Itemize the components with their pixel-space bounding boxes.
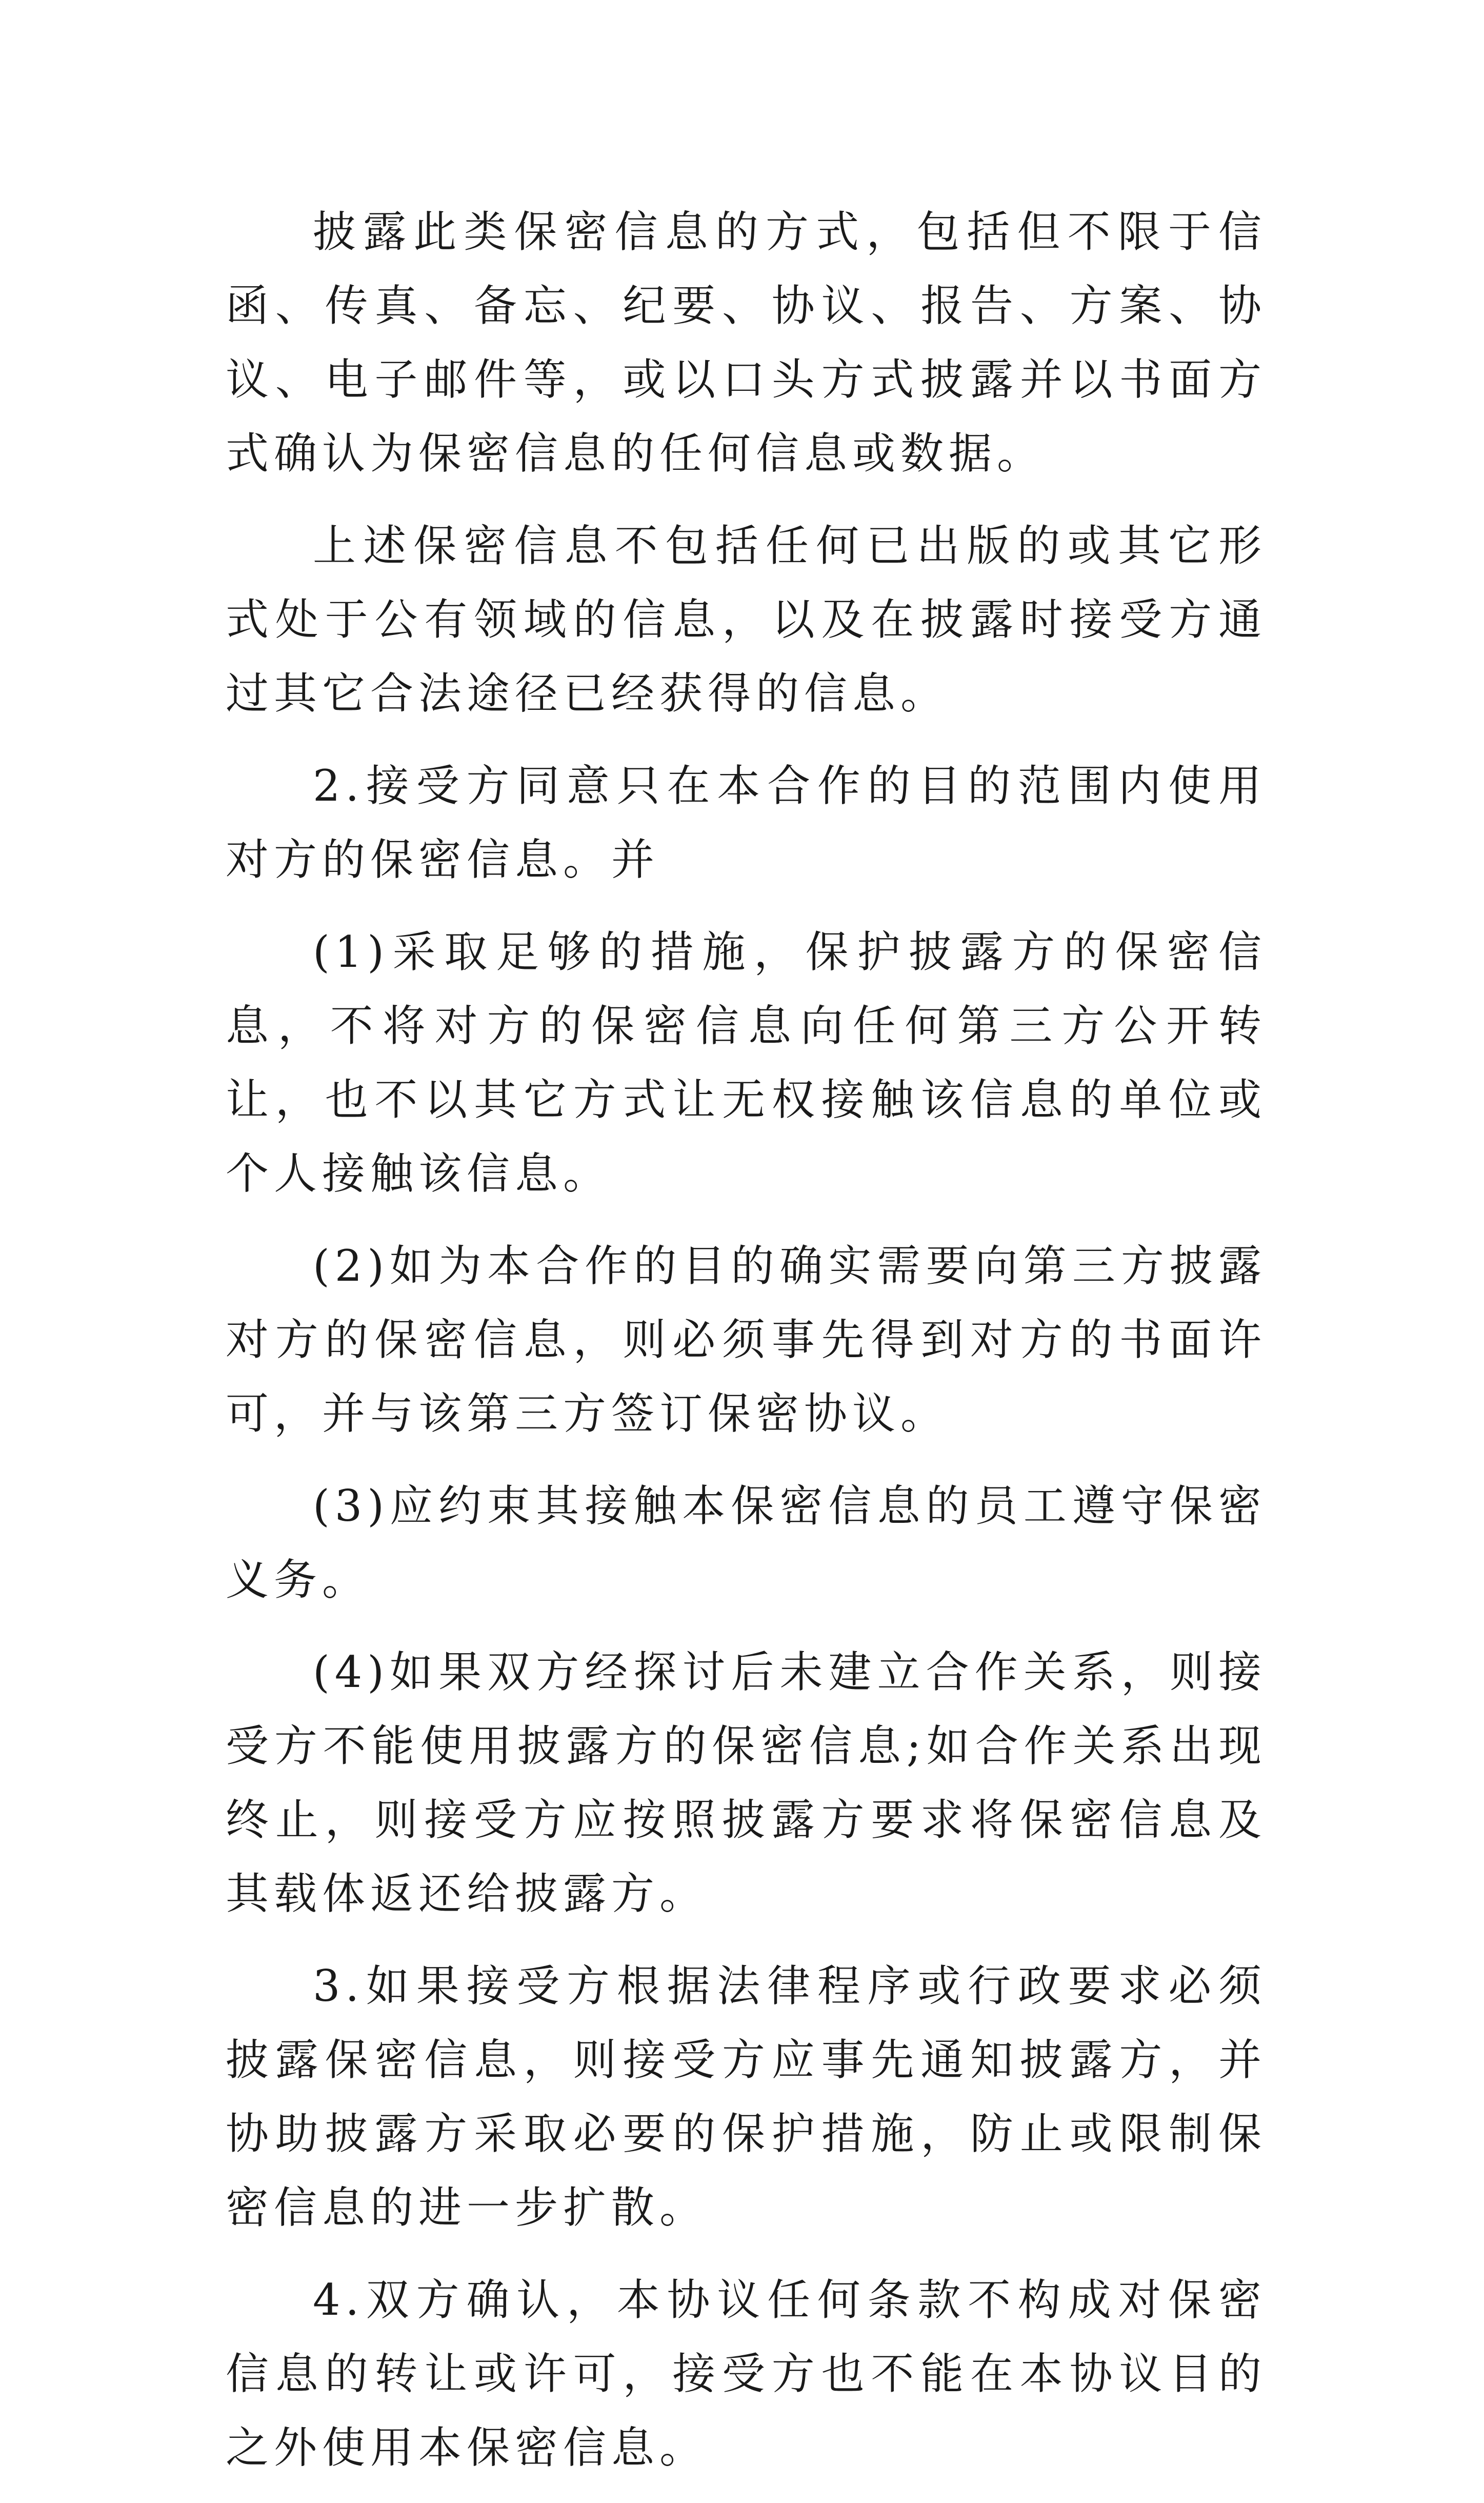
paragraph-clause-2-item-4: (4)如果双方经探讨后未建立合作关系，则接受方不能使用披露方的保密信息;如合作关系出现终止，则接受方应按照披露方要求将保密信息及其载体返还给披露方。: [226, 1647, 1267, 1919]
paragraph-clause-4: 4.双方确认，本协议任何条款不构成对保密信息的转让或许可，接受方也不能在本协议目的之外使用本保密信息。: [226, 2275, 1267, 2473]
paragraph-clause-2: 2.接受方同意只在本合作的目的范围内使用对方的保密信息。并: [226, 761, 1267, 885]
paragraph-disclosure-methods: 披露此类保密信息的方式，包括但不限于信函、传真、备忘、纪要、协议、报告、方案、协议、电子邮件等，或以口头方式披露并以书面方式确认为保密信息的任何信息或数据。: [226, 207, 1267, 479]
paragraph-clause-3: 3.如果接受方根据法律程序或行政要求必须披露保密信息，则接受方应事先通知披露方，并协助披露方采取必要的保护措施，防止或限制保密信息的进一步扩散。: [226, 1961, 1267, 2233]
paragraph-clause-2-item-2: (2)如为本合作的目的确实需要向第三方披露对方的保密信息，则必须事先得到对方的书面许可，并与该第三方签订保密协议。: [226, 1241, 1267, 1439]
paragraph-exclusions: 上述保密信息不包括任何已出版的或其它形式处于公有领域的信息，以及在披露时接受方通过其它合法途径已经获得的信息。: [226, 521, 1267, 719]
document-page: [226, 195, 1267, 2503]
paragraph-clause-2-item-3: (3)应约束其接触本保密信息的员工遵守保密义务。: [226, 1481, 1267, 1605]
paragraph-clause-2-item-1: (1)采取足够的措施，保护披露方的保密信息，不将对方的保密信息向任何第三方公开转让，也不以其它方式让无权接触该信息的单位或个人接触该信息。: [226, 927, 1267, 1199]
